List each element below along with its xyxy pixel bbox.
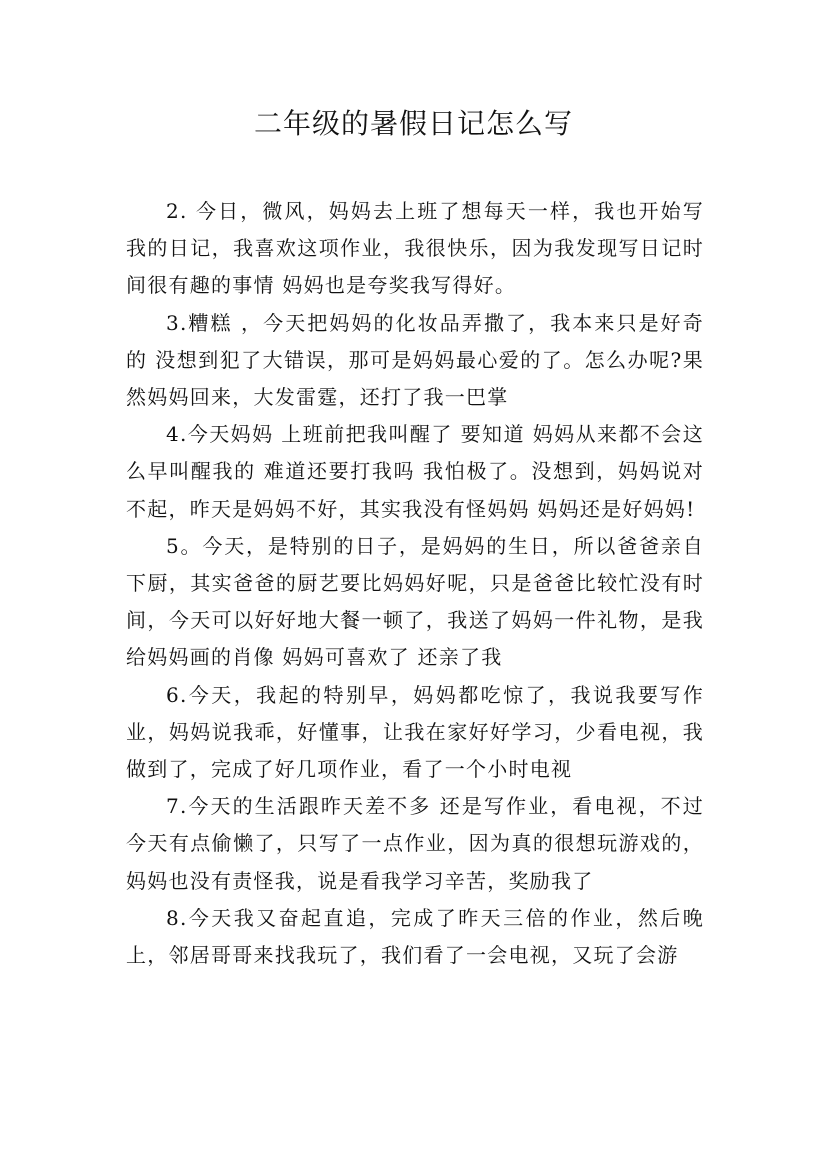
diary-entry-2: 2. 今日，微风，妈妈去上班了想每天一样，我也开始写我的日记，我喜欢这项作业，我很快乐，因为我发现写日记时间很有趣的事情 妈妈也是夸奖我写得好。 xyxy=(126,199,704,298)
diary-entry-7: 7.今天的生活跟昨天差不多 还是写作业，看电视，不过今天有点偷懒了，只写了一点作业，因为真的很想玩游戏的，妈妈也没有责怪我，说是看我学习辛苦，奖励我了 xyxy=(126,794,704,893)
diary-entry-3: 3.糟糕 ，今天把妈妈的化妆品弄撒了，我本来只是好奇的 没想到犯了大错误，那可是妈妈最心爱的了。怎么办呢?果然妈妈回来，大发雷霆，还打了我一巴掌 xyxy=(126,310,704,410)
diary-entry-5: 5。今天，是特别的日子，是妈妈的生日，所以爸爸亲自下厨，其实爸爸的厨艺要比妈妈好呢，只是爸爸比较忙没有时间，今天可以好好地大餐一顿了，我送了妈妈一件礼物，是我给妈妈画的肖像 妈妈可喜欢了 还亲了我 xyxy=(126,533,704,670)
diary-entry-8: 8.今天我又奋起直追，完成了昨天三倍的作业，然后晚上，邻居哥哥来找我玩了，我们看了一会电视，又玩了会游 xyxy=(126,905,704,968)
document-body xyxy=(126,193,704,974)
diary-entry-6: 6.今天，我起的特别早，妈妈都吃惊了，我说我要写作业，妈妈说我乖，好懂事，让我在家好好学习，少看电视，我做到了，完成了好几项作业，看了一个小时电视 xyxy=(126,682,704,782)
diary-entry-4: 4.今天妈妈 上班前把我叫醒了 要知道 妈妈从来都不会这么早叫醒我的 难道还要打我吗 我怕极了。没想到，妈妈说对不起，昨天是妈妈不好，其实我没有怪妈妈 妈妈还是好妈妈! xyxy=(126,422,704,521)
document-title: 二年级的暑假日记怎么写 xyxy=(253,107,573,140)
